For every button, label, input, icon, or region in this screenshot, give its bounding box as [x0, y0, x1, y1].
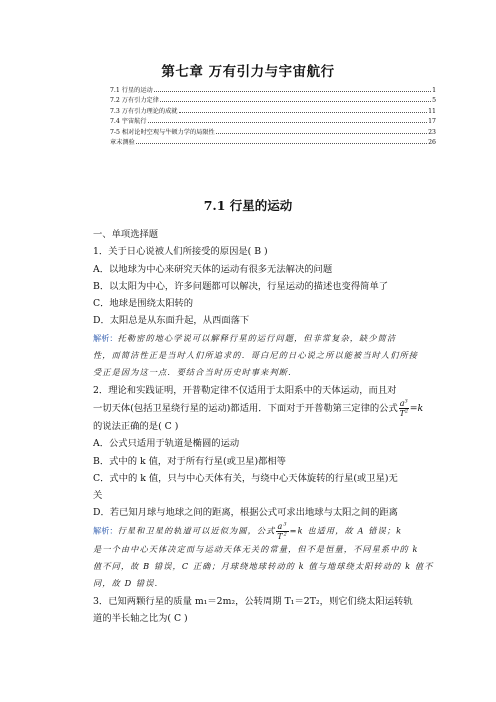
question-2-explanation-line-2: 是一个由中心天体决定而与运动天体无关的常量，但不是恒量，不同星系中的 k	[93, 543, 419, 554]
table-of-contents	[110, 86, 436, 148]
question-2-option-d: D．若已知月球与地球之间的距离，根据公式可求出地球与太阳之间的距离	[93, 507, 398, 519]
part-heading: 一、单项选择题	[93, 229, 159, 240]
toc-entry[interactable]	[110, 128, 436, 138]
toc-leader-dots	[160, 100, 431, 102]
toc-entry-label: 7.1 行星的运动	[110, 87, 153, 94]
explanation-label: 解析：	[93, 332, 118, 343]
explanation-text: 托勒密的地心学说可以解释行星的运行问题，但非常复杂，缺少简洁	[117, 332, 397, 343]
question-2-option-c-line-2: 关	[93, 490, 103, 502]
formula-equals-k: =k	[409, 402, 424, 414]
toc-entry-page: 5	[432, 97, 436, 105]
section-body	[93, 226, 434, 627]
toc-leader-dots	[179, 111, 428, 113]
formula-numerator: a	[277, 521, 284, 531]
formula-denominator: T	[277, 531, 284, 541]
question-1-explanation-line-3: 受正是因为这一点．要结合当时历史时事来判断．	[93, 367, 298, 378]
toc-entry[interactable]	[110, 107, 436, 117]
question-1-option-a: A．以地球为中心来研究天体的运动有很多无法解决的问题	[93, 263, 333, 275]
toc-entry-page: 17	[428, 118, 436, 126]
explanation-text: 行星和卫星的轨道可以近似为圆，公式	[117, 525, 276, 536]
question-1-explanation-line-2: 性，而简洁性正是当时人们所追求的．哥白尼的日心说之所以能被当时人们所接	[93, 350, 419, 361]
toc-entry[interactable]	[110, 138, 436, 148]
question-1-stem: 1．关于日心说被人们所接受的原因是( B )	[93, 246, 268, 258]
explanation-label: 解析：	[93, 525, 118, 536]
explanation-text: =k 也适用，故 A 错误；k	[289, 525, 403, 536]
toc-entry[interactable]	[110, 86, 436, 96]
question-1-explanation-line-1	[93, 330, 425, 347]
toc-entry-page: 11	[428, 107, 436, 115]
question-1-option-c: C．地球是围绕太阳转的	[93, 298, 194, 310]
toc-leader-dots	[216, 132, 427, 134]
question-2-option-c-line-1: C．式中的 k 值，只与中心天体有关，与绕中心天体旋转的行星(或卫星)无	[93, 472, 398, 484]
toc-leader-dots	[154, 90, 431, 92]
toc-entry-page: 23	[428, 128, 436, 136]
toc-entry-label: 7.2 万有引力定律	[110, 97, 159, 105]
question-2-option-a: A．公式只适用于轨道是椭圆的运动	[93, 438, 240, 450]
question-2-stem-line-3: 的说法正确的是( C )	[93, 420, 179, 432]
question-2-explanation-line-3: 值不同，故 B 错误，C 正确；月球绕地球转动的 k 值与地球绕太阳转动的 k 值不	[93, 561, 434, 572]
question-2-explanation-line-1	[93, 522, 425, 541]
toc-entry-label: 章末测验	[110, 139, 135, 147]
toc-entry-label: 7.4 宇宙航行	[110, 118, 147, 126]
kepler-formula: $\frac{a^3}{T^2}$	[399, 398, 409, 418]
question-2-option-b: B．式中的 k 值，对于所有行星(或卫星)都相等	[93, 455, 286, 467]
question-2-stem-line-2	[93, 399, 425, 418]
question-3-stem-line-2: 道的半长轴之比为( C )	[93, 612, 188, 624]
toc-entry-page: 26	[428, 139, 436, 147]
question-1-option-d: D．太阳总是从东面升起，从西面落下	[93, 315, 250, 327]
section-title: 7.1 行星的运动	[203, 198, 293, 213]
chapter-title: 第七章 万有引力与宇宙航行	[161, 64, 335, 80]
question-2-explanation-line-4: 同，故 D 错误．	[93, 578, 164, 589]
formula-denominator: T	[399, 408, 405, 418]
toc-leader-dots	[148, 121, 428, 123]
question-2-stem-text: 一切天体(包括卫星绕行星的运动)都适用．下面对于开普勒第三定律的公式	[93, 402, 398, 414]
toc-entry-page: 1	[432, 87, 436, 94]
toc-entry-label: 7.3 万有引力理论的成就	[110, 107, 178, 115]
question-3-stem-line-1: 3．已知两颗行星的质量 m₁＝2m₂，公转周期 T₁＝2T₂，则它们绕太阳运转轨	[93, 595, 413, 607]
question-2-stem-line-1: 2．理论和实践证明，开普勒定律不仅适用于太阳系中的天体运动，而且对	[93, 384, 397, 396]
question-1-option-b: B．以太阳为中心，许多问题都可以解决，行星运动的描述也变得简单了	[93, 280, 389, 292]
formula-numerator: a	[399, 398, 405, 408]
toc-leader-dots	[136, 142, 427, 144]
kepler-formula-inline: $\frac{a^3}{T^2}$	[277, 521, 288, 541]
toc-entry-label: 7-5 相对论时空观与牛顿力学的局限性	[110, 128, 215, 136]
toc-entry[interactable]	[110, 117, 436, 127]
toc-entry[interactable]	[110, 96, 436, 106]
